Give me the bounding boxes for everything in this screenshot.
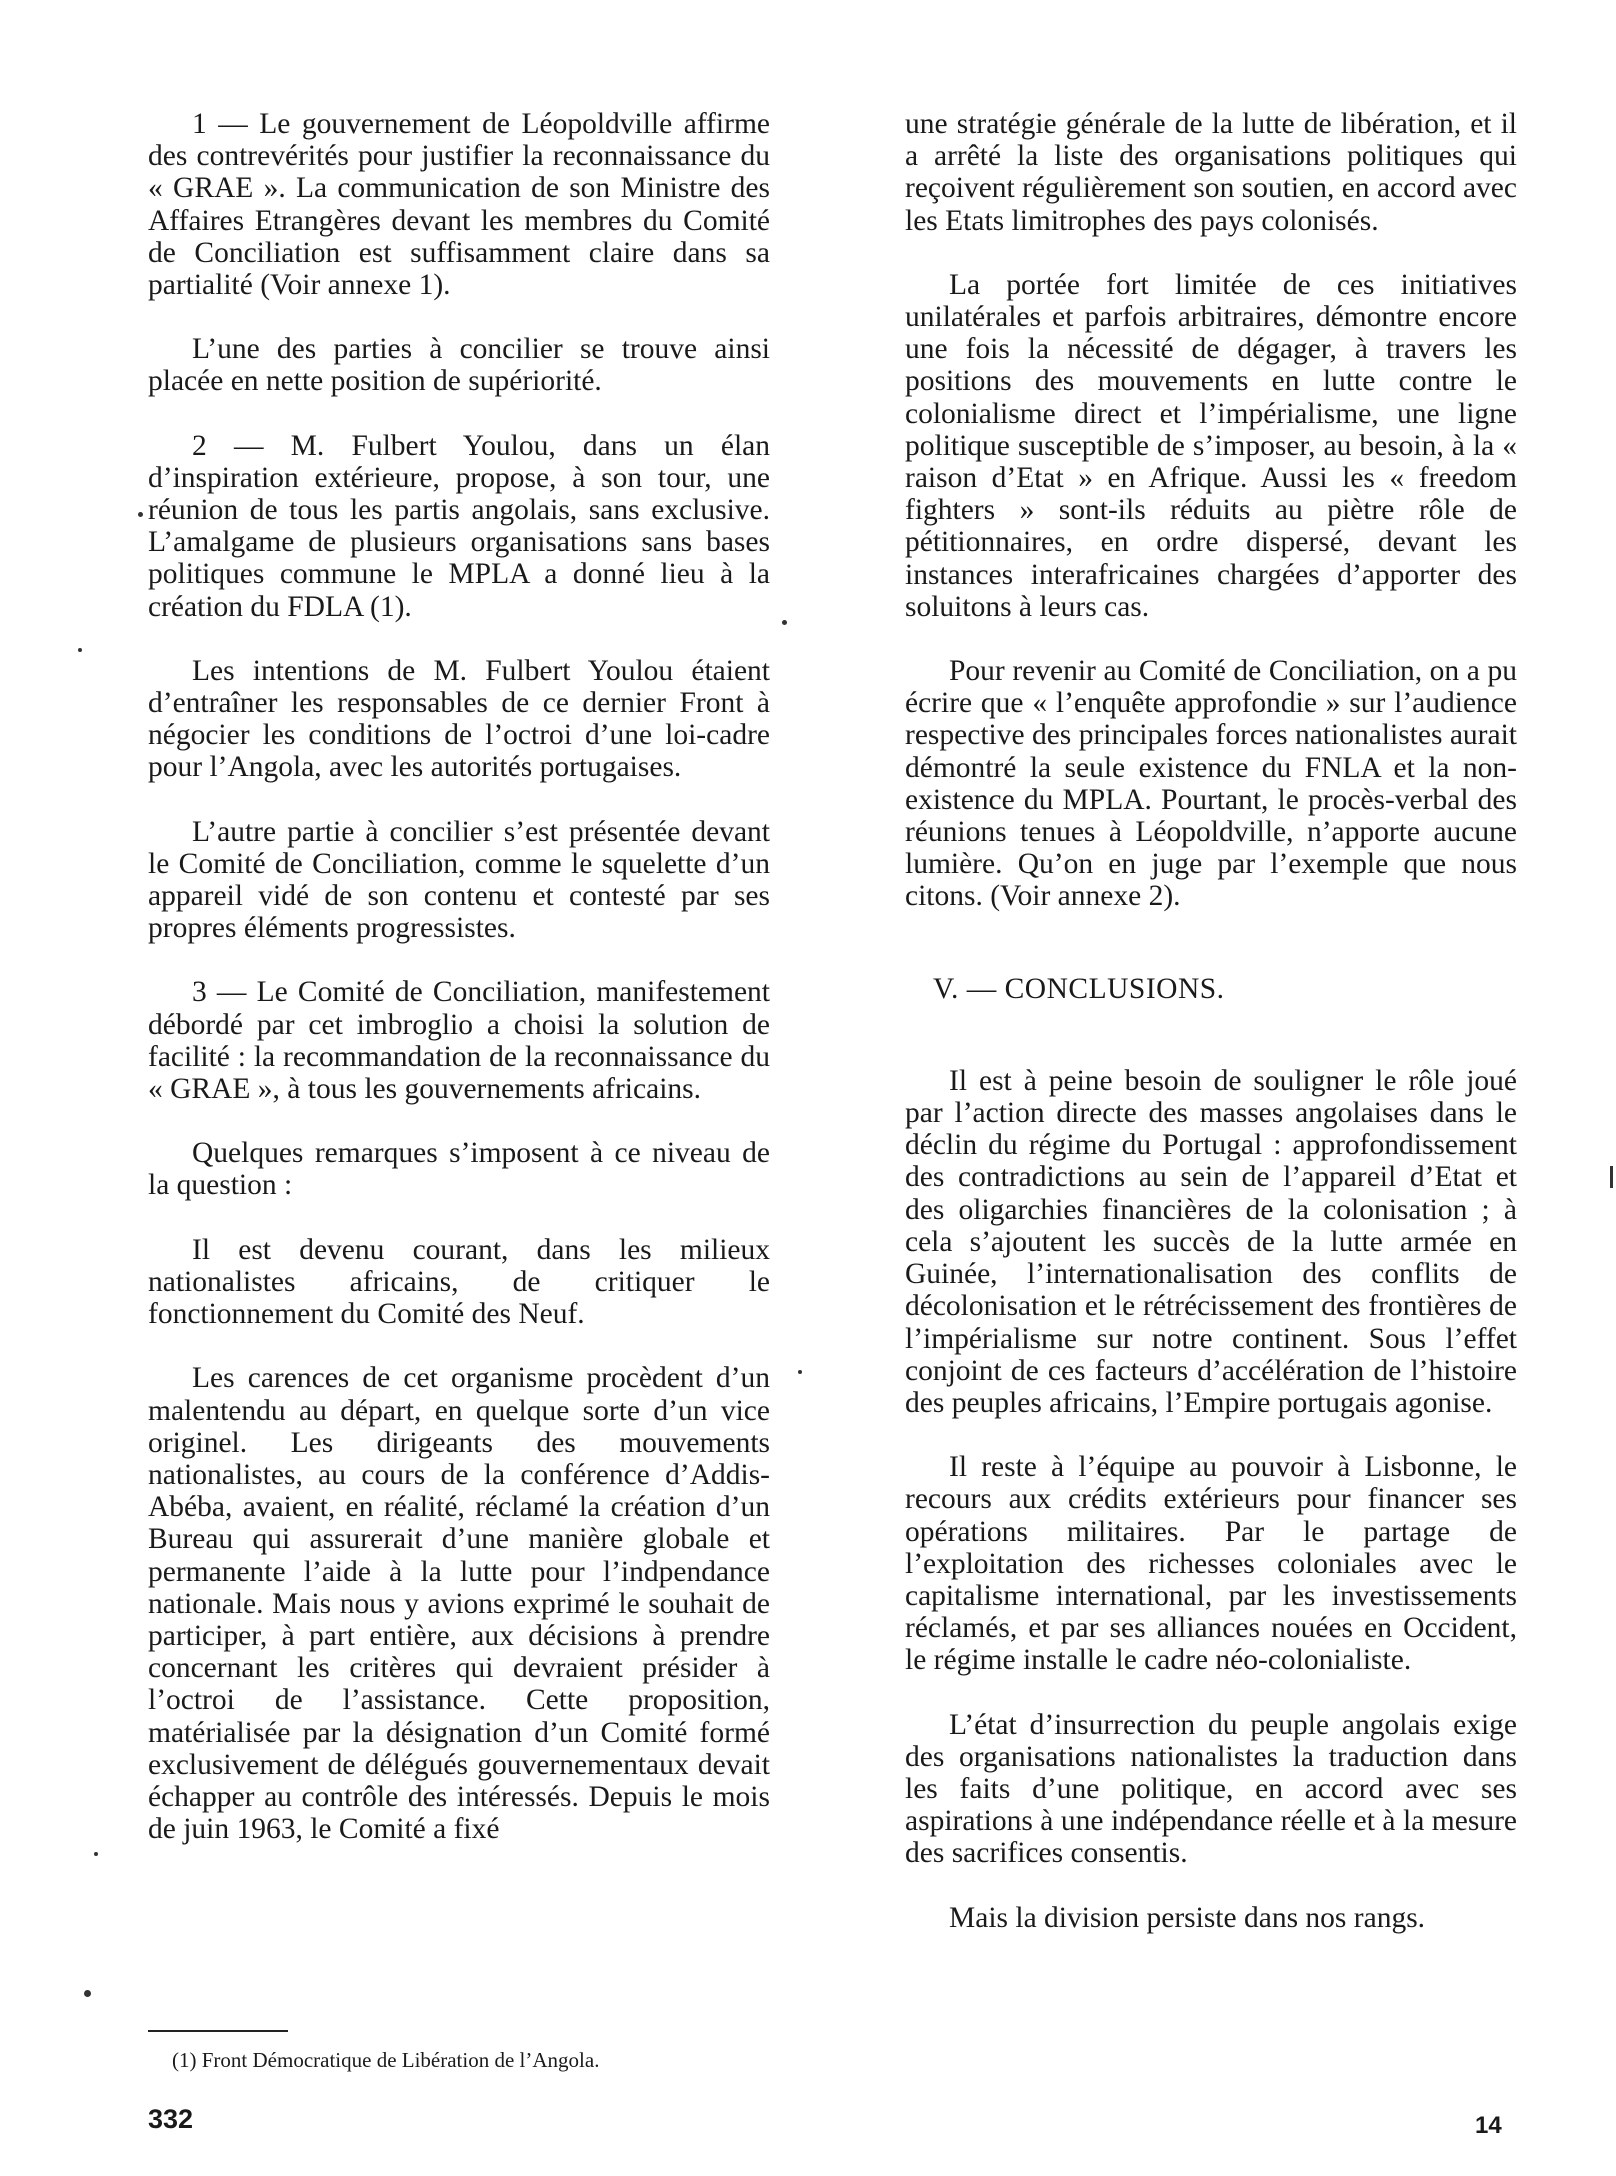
right-column [905, 108, 1517, 1934]
paragraph: Les intentions de M. Fulbert Youlou étaient d’entraîner les responsables de ce dernier Front à négocier les conditions de l’octroi d’une loi-cadre pour l’Angola, avec les autorités portugaises. [148, 654, 770, 784]
paragraph: Quelques remarques s’imposent à ce niveau de la question : [148, 1137, 770, 1202]
scan-speck [138, 512, 143, 517]
page-number-left: 332 [148, 2104, 194, 2134]
section-heading: V. — CONCLUSIONS. [933, 972, 1225, 1005]
scan-speck [94, 1852, 98, 1856]
paragraph: une stratégie générale de la lutte de libération, et il a arrêté la liste des organisations politiques qui reçoivent régulièrement son soutien, en accord avec les Etats limitrophes des pays colonisés. [905, 108, 1517, 237]
scan-speck [782, 620, 787, 625]
scan-speck [84, 1990, 91, 1997]
paragraph: Il est à peine besoin de souligner le rôle joué par l’action directe des masses angolaises dans le déclin du régime du Portugal : approfondissement des contradictions au sein de l’appareil d’Etat et des oligarchies financières de la colonisation ; à cela s’ajoutent les succès de la lutte armée en Guinée, l’internationalisation des conflits de décolonisation et le rétrécissement des frontières de l’impérialisme sur notre continent. Sous l’effet conjoint de ces facteurs d’accélération de l’histoire des peuples africains, l’Empire portugais agonise. [905, 1064, 1517, 1419]
paragraph: L’autre partie à concilier s’est présentée devant le Comité de Conciliation, comme le squelette d’un appareil vidé de son contenu et contesté par ses propres éléments progressistes. [148, 815, 770, 945]
paragraph: Il est devenu courant, dans les milieux nationalistes africains, de critiquer le fonctionnement du Comité des Neuf. [148, 1233, 770, 1331]
scan-speck [78, 648, 82, 652]
paragraph: 3 — Le Comité de Conciliation, manifestement débordé par cet imbroglio a choisi la solution de facilité : la recommandation de la reconnaissance du « GRAE », à tous les gouvernements africains. [148, 976, 770, 1106]
paragraph: 2 — M. Fulbert Youlou, dans un élan d’inspiration extérieure, propose, à son tour, une réunion de tous les partis angolais, sans exclusive. L’amalgame de plusieurs organisations sans bases politiques commune le MPLA a donné lieu à la création du FDLA (1). [148, 429, 770, 623]
paragraph: La portée fort limitée de ces initiatives unilatérales et parfois arbitraires, démontre encore une fois la nécessité de dégager, à travers les positions des mouvements en lutte contre le colonialisme direct et l’impérialisme, une ligne politique susceptible de s’imposer, au besoin, à la « raison d’Etat » en Afrique. Aussi les « freedom fighters » sont-ils réduits au piètre rôle de pétitionnaires, en ordre dispersé, devant les instances interafricaines chargées d’apporter des soluitons à leurs cas. [905, 268, 1517, 623]
footnote: (1) Front Démocratique de Libération de l’Angola. [172, 2048, 600, 2072]
paragraph: L’état d’insurrection du peuple angolais exige des organisations nationalistes la traduction dans les faits d’une politique, en accord avec ses aspirations à une indépendance réelle et à la mesure des sacrifices consentis. [905, 1708, 1517, 1870]
paragraph: 1 — Le gouvernement de Léopoldville affirme des contrevérités pour justifier la reconnaissance du « GRAE ». La communication de son Ministre des Affaires Etrangères devant les membres du Comité de Conciliation est suffisamment claire dans sa partialité (Voir annexe 1). [148, 108, 770, 302]
paragraph: Les carences de cet organisme procèdent d’un malentendu au départ, en quelque sorte d’un vice originel. Les dirigeants des mouvements nationalistes, au cours de la conférence d’Addis-Abéba, avaient, en réalité, réclamé la création d’un Bureau qui assurerait d’une manière globale et permanente l’aide à la lutte pour l’indpendance nationale. Mais nous y avions exprimé le souhait de participer, à part entière, aux décisions à prendre concernant les critères qui devraient présider à l’octroi de l’assistance. Cette proposition, matérialisée par la désignation d’un Comité formé exclusivement de délégués gouvernementaux devait échapper au contrôle des intéressés. Depuis le mois de juin 1963, le Comité a fixé [148, 1362, 770, 1846]
page-number-right: 14 [1475, 2112, 1502, 2139]
paragraph: Il reste à l’équipe au pouvoir à Lisbonne, le recours aux crédits extérieurs pour financer ses opérations militaires. Par le partage de l’exploitation des richesses coloniales avec le capitalisme international, par les investissements réclamés, et par ses alliances nouées en Occident, le régime installe le cadre néo-colonialiste. [905, 1451, 1517, 1677]
paragraph: L’une des parties à concilier se trouve ainsi placée en nette position de supériorité. [148, 333, 770, 398]
paragraph: Pour revenir au Comité de Conciliation, on a pu écrire que « l’enquête approfondie » sur l’audience respective des principales forces nationalistes aurait démontré la seule existence du FNLA et la non-existence du MPLA. Pourtant, le procès-verbal des réunions tenues à Léopoldville, n’apporte aucune lumière. Qu’on en juge par l’exemple que nous citons. (Voir annexe 2). [905, 655, 1517, 913]
scan-speck [798, 1370, 802, 1374]
scan-edge-mark [1610, 1166, 1613, 1188]
paragraph: Mais la division persiste dans nos rangs. [949, 1901, 1426, 1934]
footnote-rule [148, 2030, 288, 2032]
left-column [148, 108, 770, 1845]
